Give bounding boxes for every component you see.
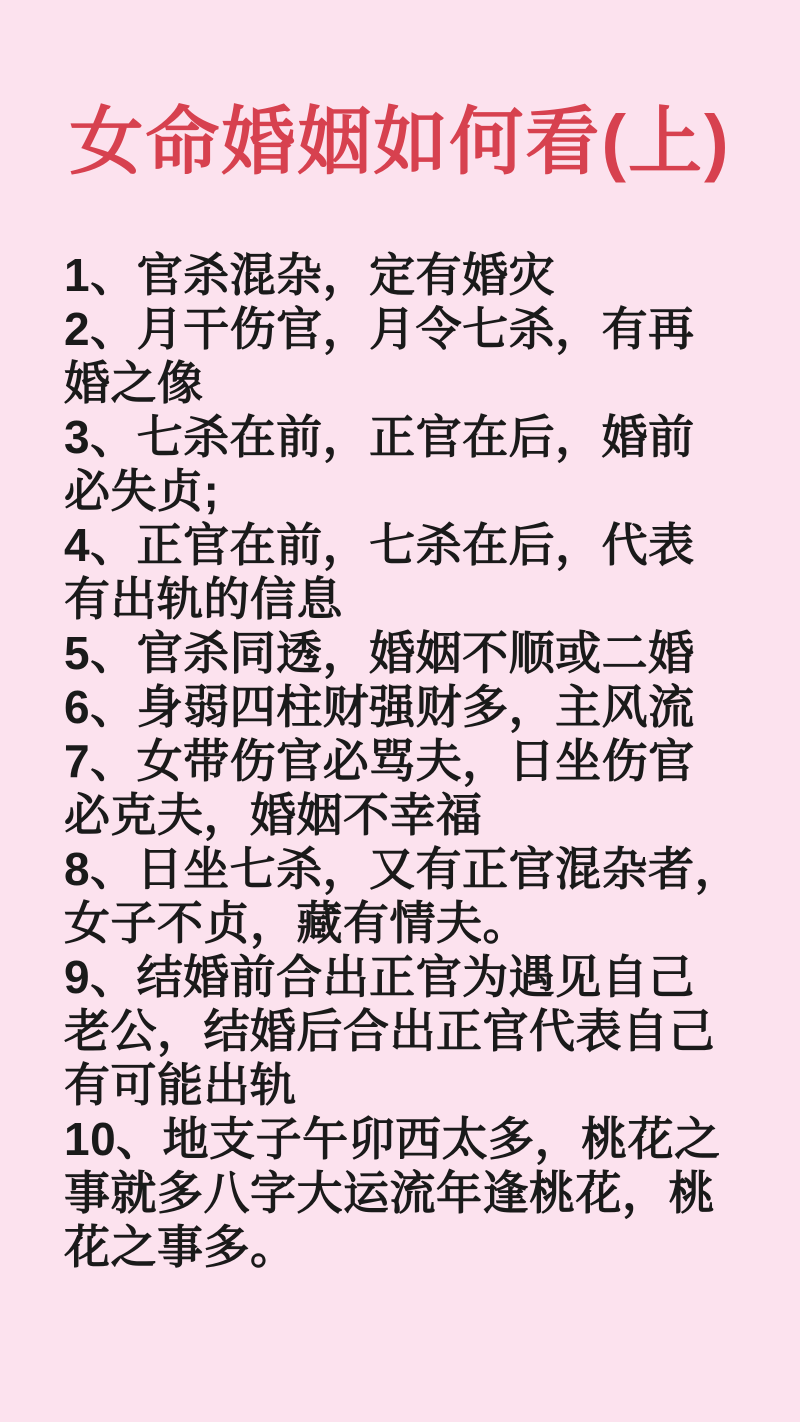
rule-item-2: [64, 302, 760, 410]
rule-line: 10、地支子午卯西太多，桃花之: [64, 1113, 721, 1165]
rule-line: 4、正官在前，七杀在后，代表: [64, 519, 695, 571]
rules-list: [0, 248, 800, 1274]
rule-item-10: [64, 1112, 760, 1274]
rule-item-9: [64, 950, 760, 1112]
rule-line: 3、七杀在前，正官在后，婚前: [64, 411, 695, 463]
rule-item-4: [64, 518, 760, 626]
rule-line: 7、女带伤官必骂夫，日坐伤官: [64, 735, 695, 787]
rule-item-1: [64, 248, 760, 302]
rule-line: 8、日坐七杀，又有正官混杂者，: [64, 843, 742, 895]
rule-line: 女子不贞，藏有情夫。: [64, 897, 529, 949]
rule-item-8: [64, 842, 760, 950]
rule-line: 婚之像: [64, 357, 204, 409]
rule-item-6: [64, 680, 760, 734]
rule-item-7: [64, 734, 760, 842]
rule-line: 9、结婚前合出正官为遇见自己: [64, 951, 695, 1003]
rule-line: 必失贞;: [64, 465, 220, 517]
rule-line: 5、官杀同透，婚姻不顺或二婚: [64, 627, 695, 679]
rule-line: 有可能出轨: [64, 1059, 297, 1111]
rule-line: 有出轨的信息: [64, 573, 343, 625]
rule-line: 6、身弱四柱财强财多，主风流: [64, 681, 695, 733]
rule-line: 事就多八字大运流年逢桃花，桃: [64, 1167, 715, 1219]
page-title: 女命婚姻如何看(上): [69, 100, 731, 183]
rule-line: 必克夫，婚姻不幸福: [64, 789, 483, 841]
rule-line: 1、官杀混杂，定有婚灾: [64, 249, 556, 301]
rule-line: 老公，结婚后合出正官代表自己: [64, 1005, 715, 1057]
rule-item-3: [64, 410, 760, 518]
rule-line: 2、月干伤官，月令七杀，有再: [64, 303, 695, 355]
rule-item-5: [64, 626, 760, 680]
rule-line: 花之事多。: [64, 1221, 297, 1273]
